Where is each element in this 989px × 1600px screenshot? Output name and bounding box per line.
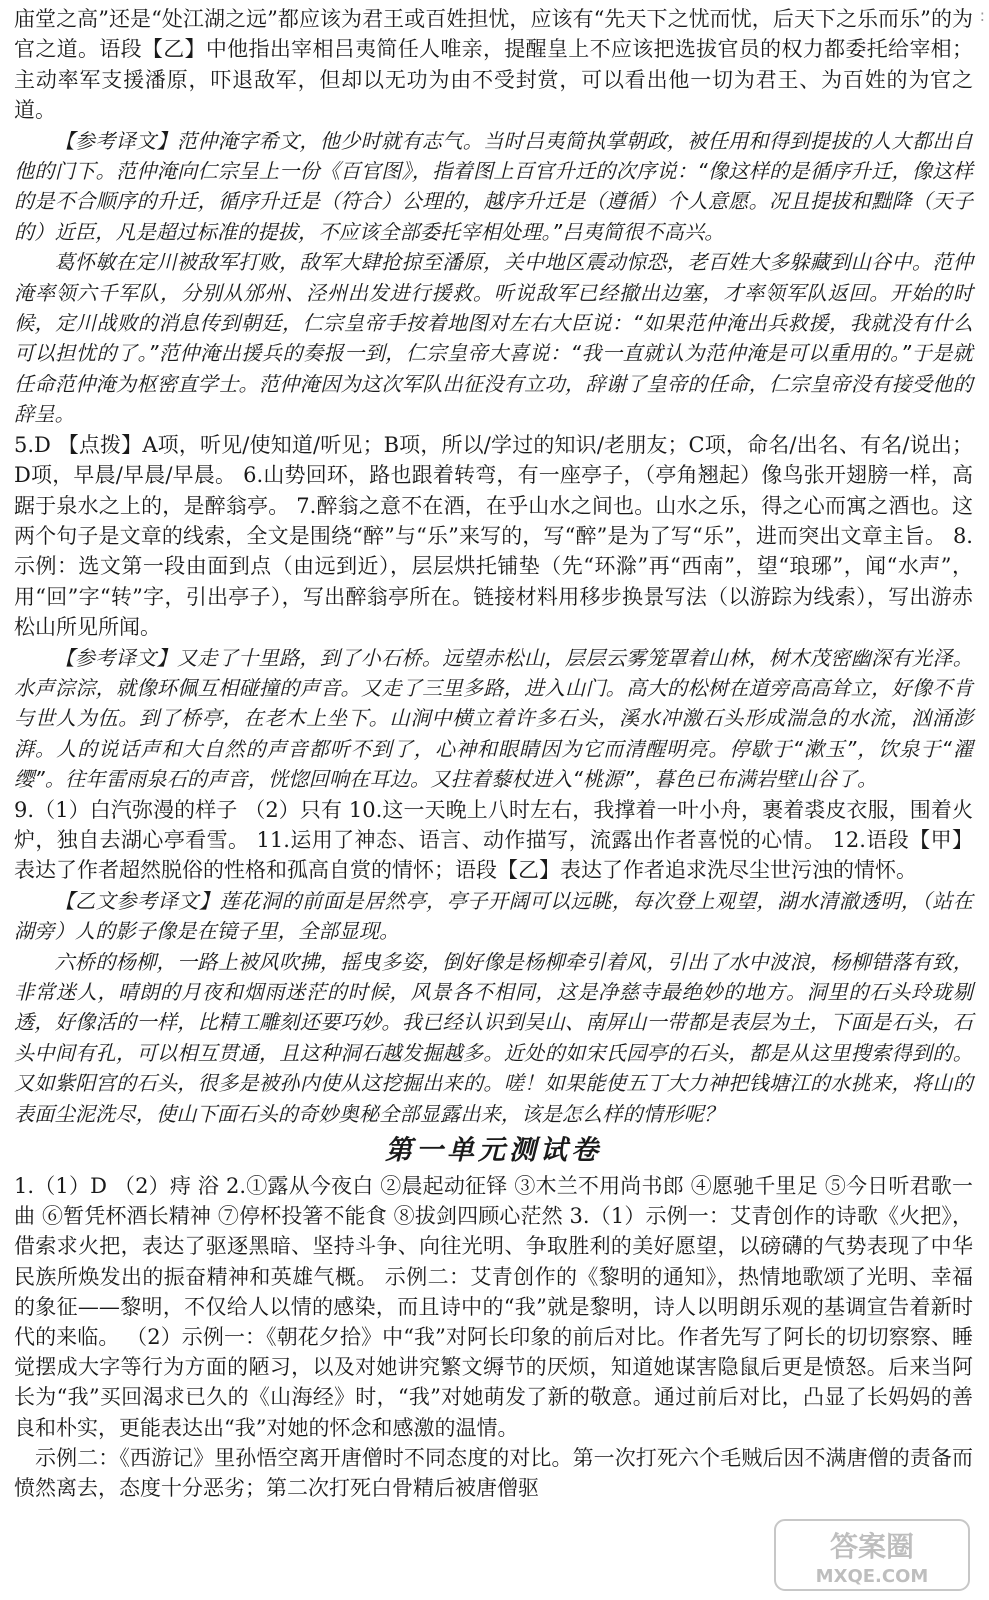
translation-paragraph: 六桥的杨柳，一路上被风吹拂，摇曳多姿，倒好像是杨柳牵引着风，引出了水中波浪，杨柳错落有致，非常迷人，晴朗的月夜和烟雨迷茫的时候，风景各不相同，这是净慈寺最绝妙的地方。洞里的石头玲珑剔透，好像活的一样，比精工雕刻还要巧妙。我已经认识到吴山、南屏山一带都是表层为土，下面是石头，石头中间有孔，可以相互贯通，且这种洞石越发掘越多。近处的如宋氏园亭的石头，都是从这里搜索得到的。又如紫阳宫的石头，很多是被孙内使从这挖掘出来的。嗟！如果能使五丁大力神把钱塘江的水挑来，将山的表面尘泥洗尽，使山下面石头的奇妙奥秘全部显露出来，该是怎么样的情形呢？ — [14, 949, 973, 1126]
unit-test-answers — [14, 1171, 973, 1503]
unit-test-title: 第一单元测试卷 — [385, 1135, 602, 1167]
reference-translation-chisong-mountain — [14, 643, 973, 795]
page-edge-mark: : — [979, 6, 985, 25]
watermark-text-url: MXQE.COM — [815, 1566, 929, 1587]
reference-translation-lotus-cave — [14, 886, 973, 1129]
translation-paragraph: 【参考译文】又走了十里路，到了小石桥。远望赤松山，层层云雾笼罩着山林，树木茂密幽深有光泽。水声淙淙，就像环佩互相碰撞的声音。又走了三里多路，进入山门。高大的松树在道旁高高耸立，好像不肯与世人为伍。到了桥亭，在老木上坐下。山涧中横立着许多石头，溪水冲激石头形成湍急的水流，汹涌澎湃。人的说话声和大自然的声音都听不到了，心神和眼睛因为它而清醒明亮。停歇于“漱玉”，饮泉于“濯缨”。往年雷雨泉石的声音，恍惚回响在耳边。又拄着藜杖进入“桃源”，暮色已布满岩壁山谷了。 — [14, 645, 973, 792]
answer-paragraph: 庙堂之高”还是“处江湖之远”都应该为君王或百姓担忧，应该有“先天下之忧而忧，后天下之乐而乐”的为官之道。语段【乙】中他指出宰相吕夷简任人唯亲，提醒皇上不应该把选拔官员的权力都委托给宰相；主动率军支援潘原，吓退敌军，但却以无功为由不受封赏，可以看出他一切为君王、为百姓的为官之道。 — [14, 7, 973, 123]
watermark-logo — [773, 1518, 971, 1592]
answer-paragraph: 示例二：《西游记》里孙悟空离开唐僧时不同态度的对比。第一次打死六个毛贼后因不满唐僧的责备而愤然离去，态度十分恶劣；第二次打死白骨精后被唐僧驱 — [14, 1445, 973, 1501]
answers-9-to-12 — [14, 795, 973, 886]
watermark-text-cn: 答案圈 — [829, 1530, 915, 1563]
translation-paragraph: 【乙文参考译文】莲花洞的前面是居然亭，亭子开阔可以远眺，每次登上观望，湖水清澈透明，（站在湖旁）人的影子像是在镜子里，全部显现。 — [14, 888, 973, 944]
answer-paragraph: 5.D 【点拨】A项，听见/使知道/听见；B项，所以/学过的知识/老朋友；C项，命名/出名、有名/说出；D项，早晨/早晨/早晨。 6.山势回环，路也跟着转弯，有一座亭子，（亭角翘起）像鸟张开翅膀一样，高踞于泉水之上的，是醉翁亭。 7.醉翁之意不在酒，在乎山水之间也。山水之乐，得之心而寓之酒也。这两个句子是文章的线索，全文是围绕“醉”与“乐”来写的，写“醉”是为了写“乐”，进而突出文章主旨。 8.示例：选文第一段由面到点（由远到近），层层烘托铺垫（先“环滁”再“西南”，望“琅琊”，闻“水声”，用“回”字“转”字，引出亭子），写出醉翁亭所在。链接材料用移步换景写法（以游踪为线索），写出游赤松山所见所闻。 — [14, 432, 973, 640]
answer-paragraph: 9.（1）白汽弥漫的样子 （2）只有 10.这一天晚上八时左右，我撑着一叶小舟，裹着裘皮衣服，围着火炉，独自去湖心亭看雪。 11.运用了神态、语言、动作描写，流露出作者喜悦的心情。 12.语段【甲】表达了作者超然脱俗的性格和孤高自赏的情怀；语段【乙】表达了作者追求洗尽尘世污浊的情怀。 — [14, 797, 973, 883]
answers-5-to-8 — [14, 430, 973, 643]
answer-section-4-explanation — [14, 4, 973, 126]
translation-paragraph: 【参考译文】范仲淹字希文，他少时就有志气。当时吕夷简执掌朝政，被任用和得到提拔的人大都出自他的门下。范仲淹向仁宗呈上一份《百官图》，指着图上百官升迁的次序说：“像这样的是循序升迁，像这样的是不合顺序的升迁，循序升迁是（符合）公理的，越序升迁是（遵循）个人意愿。况且提拔和黜降（天子的）近臣，凡是超过标准的提拔，不应该全部委托宰相处理。”吕夷简很不高兴。 — [14, 128, 973, 244]
answer-paragraph: 1.（1）D （2）痔 浴 2.①露从今夜白 ②晨起动征铎 ③木兰不用尚书郎 ④愿驰千里足 ⑤今日听君歌一曲 ⑥暂凭杯酒长精神 ⑦停杯投箸不能食 ⑧拔剑四顾心茫然 3.（1）示例一：艾青创作的诗歌《火把》，借索求火把，表达了驱逐黑暗、坚持斗争、向往光明、争取胜利的美好愿望，以磅礴的气势表现了中华民族所焕发出的振奋精神和英雄气概。 示例二：艾青创作的《黎明的通知》，热情地歌颂了光明、幸福的象征——黎明，不仅给人以情的感染，而且诗中的“我”就是黎明，诗人以明朗乐观的基调宣告着新时代的来临。 （2）示例一：《朝花夕拾》中“我”对阿长印象的前后对比。作者先写了阿长的切切察察、睡觉摆成大字等行为方面的陋习，以及对她讲究繁文缛节的厌烦，知道她谋害隐鼠后更是愤怒。后来当阿长为“我”买回渴求已久的《山海经》时，“我”对她萌发了新的敬意。通过前后对比，凸显了长妈妈的善良和朴实，更能表达出“我”对她的怀念和感激的温情。 — [14, 1174, 973, 1440]
reference-translation-fan-zhongyan — [14, 126, 973, 430]
translation-paragraph: 葛怀敏在定川被敌军打败，敌军大肆抢掠至潘原，关中地区震动惊恐，老百姓大多躲藏到山谷中。范仲淹率领六千军队，分别从邠州、泾州出发进行援救。听说敌军已经撤出边塞，才率领军队返回。开始的时候，定川战败的消息传到朝廷，仁宗皇帝手按着地图对左右大臣说：“如果范仲淹出兵救援，我就没有什么可以担忧的了。”范仲淹出援兵的奏报一到，仁宗皇帝大喜说：“我一直就认为范仲淹是可以重用的。”于是就任命范仲淹为枢密直学士。范仲淹因为这次军队出征没有立功，辞谢了皇帝的任命，仁宗皇帝没有接受他的辞呈。 — [14, 250, 973, 427]
